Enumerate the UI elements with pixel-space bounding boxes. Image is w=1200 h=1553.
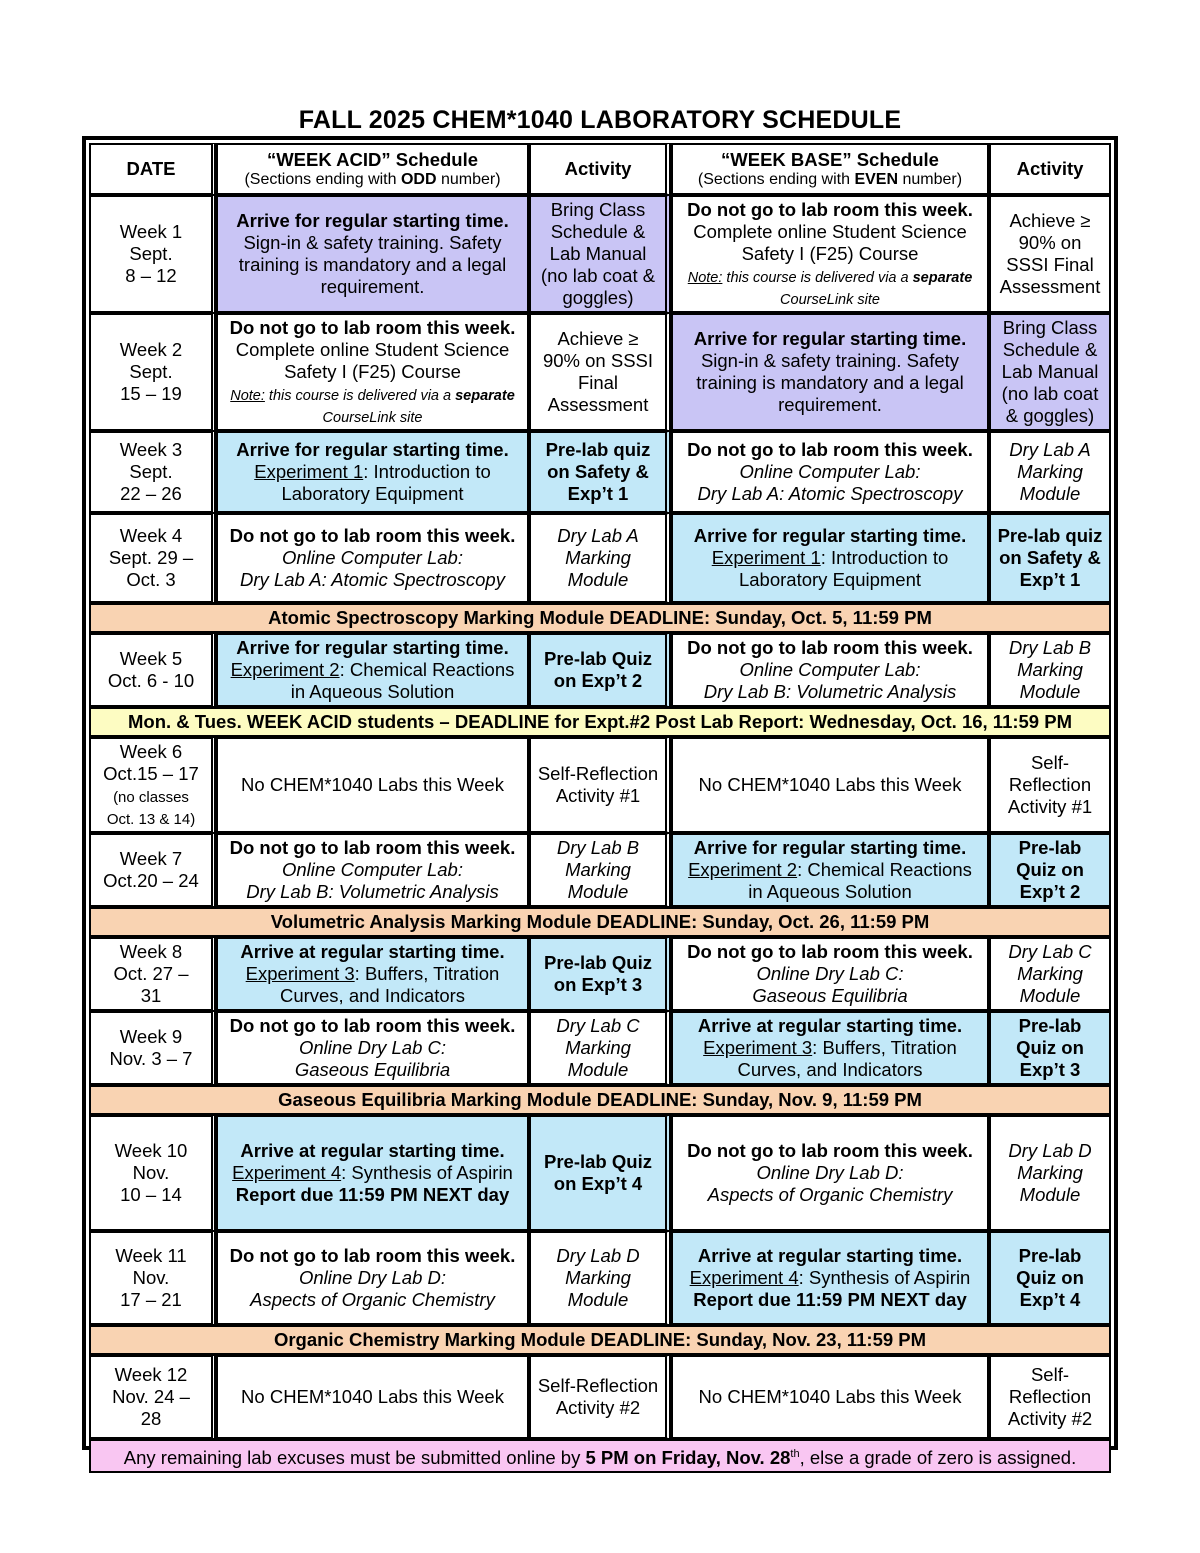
acid-activity-cell: Bring Class Schedule & Lab Manual (no lab coat & goggles)	[529, 195, 671, 313]
footer-note: Any remaining lab excuses must be submitted online by 5 PM on Friday, Nov. 28th, else a grade of zero is assigned.	[89, 1439, 1111, 1473]
date-cell: Week 1 Sept. 8 – 12	[89, 195, 216, 313]
date-cell: Week 7 Oct.20 – 24	[89, 833, 216, 907]
header-activity-base: Activity	[989, 143, 1111, 195]
acid-activity-cell: Pre-lab Quiz on Exp’t 2	[529, 633, 671, 707]
base-activity-cell: Dry Lab A Marking Module	[989, 431, 1111, 513]
footer-row	[89, 1439, 1111, 1473]
base-cell: No CHEM*1040 Labs this Week	[671, 737, 989, 833]
deadline-row	[89, 1325, 1111, 1355]
acid-cell: No CHEM*1040 Labs this Week	[216, 737, 529, 833]
acid-activity-cell: Dry Lab D Marking Module	[529, 1231, 671, 1325]
deadline-row	[89, 907, 1111, 937]
date-cell: Week 5 Oct. 6 - 10	[89, 633, 216, 707]
table-row	[89, 195, 1111, 313]
acid-cell: Arrive at regular starting time. Experiment 4: Synthesis of Aspirin Report due 11:59 PM NEXT day	[216, 1115, 529, 1231]
deadline-volumetric: Volumetric Analysis Marking Module DEADLINE: Sunday, Oct. 26, 11:59 PM	[89, 907, 1111, 937]
acid-cell: Do not go to lab room this week. Online Dry Lab C: Gaseous Equilibria	[216, 1011, 529, 1085]
table-row	[89, 513, 1111, 603]
deadline-row	[89, 603, 1111, 633]
table-row	[89, 431, 1111, 513]
acid-cell: Arrive for regular starting time. Sign-in & safety training. Safety training is mandatory and a legal requirement.	[216, 195, 529, 313]
table-row	[89, 1115, 1111, 1231]
table-row	[89, 833, 1111, 907]
base-cell: Arrive for regular starting time. Experiment 2: Chemical Reactions in Aqueous Solution	[671, 833, 989, 907]
header-activity-acid: Activity	[529, 143, 671, 195]
date-cell: Week 12 Nov. 24 – 28	[89, 1355, 216, 1439]
header-week-base-sub: (Sections ending with EVEN number)	[697, 171, 963, 188]
base-activity-cell: Pre-lab Quiz on Exp’t 3	[989, 1011, 1111, 1085]
base-activity-cell: Dry Lab D Marking Module	[989, 1115, 1111, 1231]
acid-activity-cell: Achieve ≥ 90% on SSSI Final Assessment	[529, 313, 671, 431]
header-week-acid-title: “WEEK ACID” Schedule	[266, 149, 479, 170]
schedule-frame	[82, 136, 1118, 1469]
date-cell: Week 2 Sept. 15 – 19	[89, 313, 216, 431]
header-row	[89, 143, 1111, 195]
schedule-table	[89, 143, 1111, 1473]
date-cell: Week 8 Oct. 27 – 31	[89, 937, 216, 1011]
base-activity-cell: Pre-lab Quiz on Exp’t 4	[989, 1231, 1111, 1325]
deadline-gaseous: Gaseous Equilibria Marking Module DEADLINE: Sunday, Nov. 9, 11:59 PM	[89, 1085, 1111, 1115]
date-cell: Week 10 Nov. 10 – 14	[89, 1115, 216, 1231]
base-activity-cell: Dry Lab C Marking Module	[989, 937, 1111, 1011]
date-cell: Week 3 Sept. 22 – 26	[89, 431, 216, 513]
deadline-row	[89, 1085, 1111, 1115]
deadline-atomic: Atomic Spectroscopy Marking Module DEADLINE: Sunday, Oct. 5, 11:59 PM	[89, 603, 1111, 633]
date-cell: Week 9 Nov. 3 – 7	[89, 1011, 216, 1085]
date-cell: Week 6 Oct.15 – 17 (no classes Oct. 13 & 14)	[89, 737, 216, 833]
acid-cell: Arrive for regular starting time. Experiment 1: Introduction to Laboratory Equipment	[216, 431, 529, 513]
header-week-acid	[216, 143, 529, 195]
base-cell: Do not go to lab room this week. Online Dry Lab D: Aspects of Organic Chemistry	[671, 1115, 989, 1231]
base-activity-cell: Pre-lab Quiz on Exp’t 2	[989, 833, 1111, 907]
acid-cell: Do not go to lab room this week. Online Computer Lab: Dry Lab A: Atomic Spectroscopy	[216, 513, 529, 603]
acid-cell: Do not go to lab room this week. Complete online Student Science Safety I (F25) Course Note: this course is delivered via a separate CourseLink site	[216, 313, 529, 431]
base-activity-cell: Dry Lab B Marking Module	[989, 633, 1111, 707]
deadline-acid-report: Mon. & Tues. WEEK ACID students – DEADLINE for Expt.#2 Post Lab Report: Wednesday, Oct. 16, 11:59 PM	[89, 707, 1111, 737]
acid-cell: Do not go to lab room this week. Online Dry Lab D: Aspects of Organic Chemistry	[216, 1231, 529, 1325]
header-week-acid-sub: (Sections ending with ODD number)	[244, 171, 501, 188]
table-row	[89, 633, 1111, 707]
acid-activity-cell: Pre-lab quiz on Safety & Exp’t 1	[529, 431, 671, 513]
base-activity-cell: Self-Reflection Activity #1	[989, 737, 1111, 833]
table-row	[89, 937, 1111, 1011]
acid-activity-cell: Dry Lab C Marking Module	[529, 1011, 671, 1085]
base-activity-cell: Bring Class Schedule & Lab Manual (no lab coat & goggles)	[989, 313, 1111, 431]
date-cell: Week 11 Nov. 17 – 21	[89, 1231, 216, 1325]
base-cell: Arrive for regular starting time. Experiment 1: Introduction to Laboratory Equipment	[671, 513, 989, 603]
base-activity-cell: Pre-lab quiz on Safety & Exp’t 1	[989, 513, 1111, 603]
base-cell: Do not go to lab room this week. Complete online Student Science Safety I (F25) Course Note: this course is delivered via a separate CourseLink site	[671, 195, 989, 313]
acid-activity-cell: Self-Reflection Activity #1	[529, 737, 671, 833]
base-cell: Arrive at regular starting time. Experiment 3: Buffers, Titration Curves, and Indicators	[671, 1011, 989, 1085]
date-cell: Week 4 Sept. 29 – Oct. 3	[89, 513, 216, 603]
base-cell: No CHEM*1040 Labs this Week	[671, 1355, 989, 1439]
acid-cell: No CHEM*1040 Labs this Week	[216, 1355, 529, 1439]
header-week-base	[671, 143, 989, 195]
acid-activity-cell: Pre-lab Quiz on Exp’t 3	[529, 937, 671, 1011]
acid-cell: Arrive at regular starting time. Experiment 3: Buffers, Titration Curves, and Indicators	[216, 937, 529, 1011]
base-activity-cell: Self-Reflection Activity #2	[989, 1355, 1111, 1439]
table-row	[89, 737, 1111, 833]
base-cell: Do not go to lab room this week. Online Computer Lab: Dry Lab A: Atomic Spectroscopy	[671, 431, 989, 513]
table-row	[89, 1011, 1111, 1085]
header-date: DATE	[89, 143, 216, 195]
acid-cell: Do not go to lab room this week. Online Computer Lab: Dry Lab B: Volumetric Analysis	[216, 833, 529, 907]
table-row	[89, 1231, 1111, 1325]
base-cell: Do not go to lab room this week. Online Dry Lab C: Gaseous Equilibria	[671, 937, 989, 1011]
acid-activity-cell: Pre-lab Quiz on Exp’t 4	[529, 1115, 671, 1231]
base-cell: Arrive for regular starting time. Sign-in & safety training. Safety training is mandatory and a legal requirement.	[671, 313, 989, 431]
deadline-organic: Organic Chemistry Marking Module DEADLINE: Sunday, Nov. 23, 11:59 PM	[89, 1325, 1111, 1355]
acid-activity-cell: Dry Lab A Marking Module	[529, 513, 671, 603]
table-row	[89, 1355, 1111, 1439]
acid-activity-cell: Dry Lab B Marking Module	[529, 833, 671, 907]
page-title: FALL 2025 CHEM*1040 LABORATORY SCHEDULE	[298, 106, 902, 134]
acid-activity-cell: Self-Reflection Activity #2	[529, 1355, 671, 1439]
base-activity-cell: Achieve ≥ 90% on SSSI Final Assessment	[989, 195, 1111, 313]
header-week-base-title: “WEEK BASE” Schedule	[721, 149, 939, 170]
acid-cell: Arrive for regular starting time. Experiment 2: Chemical Reactions in Aqueous Solution	[216, 633, 529, 707]
table-row	[89, 313, 1111, 431]
base-cell: Do not go to lab room this week. Online Computer Lab: Dry Lab B: Volumetric Analysis	[671, 633, 989, 707]
deadline-row	[89, 707, 1111, 737]
base-cell: Arrive at regular starting time. Experiment 4: Synthesis of Aspirin Report due 11:59 PM NEXT day	[671, 1231, 989, 1325]
